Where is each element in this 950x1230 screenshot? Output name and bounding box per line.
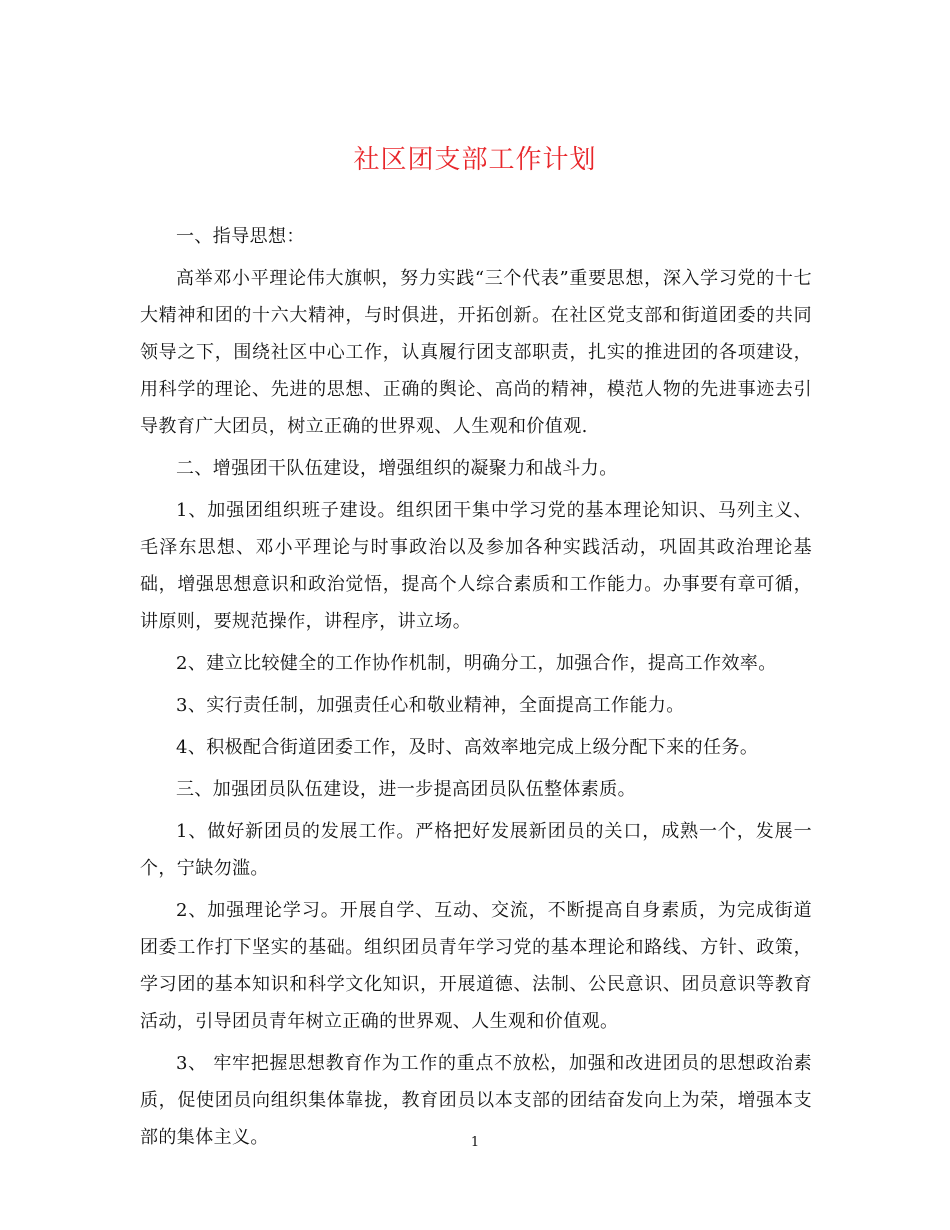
document-title: 社区团支部工作计划 [353,145,597,175]
page-number: 1 [470,1135,480,1150]
section-heading-guiding-ideology: 一、指导思想： [176,226,305,247]
section-heading-member-team: 三、加强团员队伍建设，进一步提高团员队伍整体素质。 [176,779,636,800]
paragraph: 高举邓小平理论伟大旗帜，努力实践“三个代表”重要思想，深入学习党的十七大精神和团的十六大精神，与时俱进，开拓创新。在社区党支部和街道团委的共同领导之下，围绕社区中心工作，认真履行团支部职责，扎实的推进团的各项建设，用科学的理论、先进的思想、正确的舆论、高尚的精神，模范人物的先进事迹去引导教育广大团员，树立正确的世界观、人生观和价值观. [140,268,812,437]
paragraph: 2、建立比较健全的工作协作机制，明确分工，加强合作，提高工作效率。 [176,653,777,674]
paragraph: 3、实行责任制，加强责任心和敬业精神，全面提高工作能力。 [176,695,685,716]
document-body [140,218,812,1161]
paragraph: 1、做好新团员的发展工作。严格把好发展新团员的关口，成熟一个，发展一个，宁缺勿滥。 [140,821,812,879]
section-heading-cadre-team: 二、增强团干队伍建设，增强组织的凝聚力和战斗力。 [176,458,618,479]
paragraph: 1、加强团组织班子建设。组织团干集中学习党的基本理论知识、马列主义、毛泽东思想、邓小平理论与时事政治以及参加各种实践活动，巩固其政治理论基础，增强思想意识和政治觉悟，提高个人综合素质和工作能力。办事要有章可循，讲原则，要规范操作，讲程序，讲立场。 [140,500,812,632]
paragraph: 2、加强理论学习。开展自学、互动、交流，不断提高自身素质，为完成街道团委工作打下坚实的基础。组织团员青年学习党的基本理论和路线、方针、政策，学习团的基本知识和科学文化知识，开展道德、法制、公民意识、团员意识等教育活动，引导团员青年树立正确的世界观、人生观和价值观。 [140,900,812,1032]
paragraph: 4、积极配合街道团委工作，及时、高效率地完成上级分配下来的任务。 [176,737,759,758]
paragraph: 3、 牢牢把握思想教育作为工作的重点不放松，加强和改进团员的思想政治素质，促使团员向组织集体靠拢，教育团员以本支部的团结奋发向上为荣，增强本支部的集体主义。 [140,1053,812,1148]
